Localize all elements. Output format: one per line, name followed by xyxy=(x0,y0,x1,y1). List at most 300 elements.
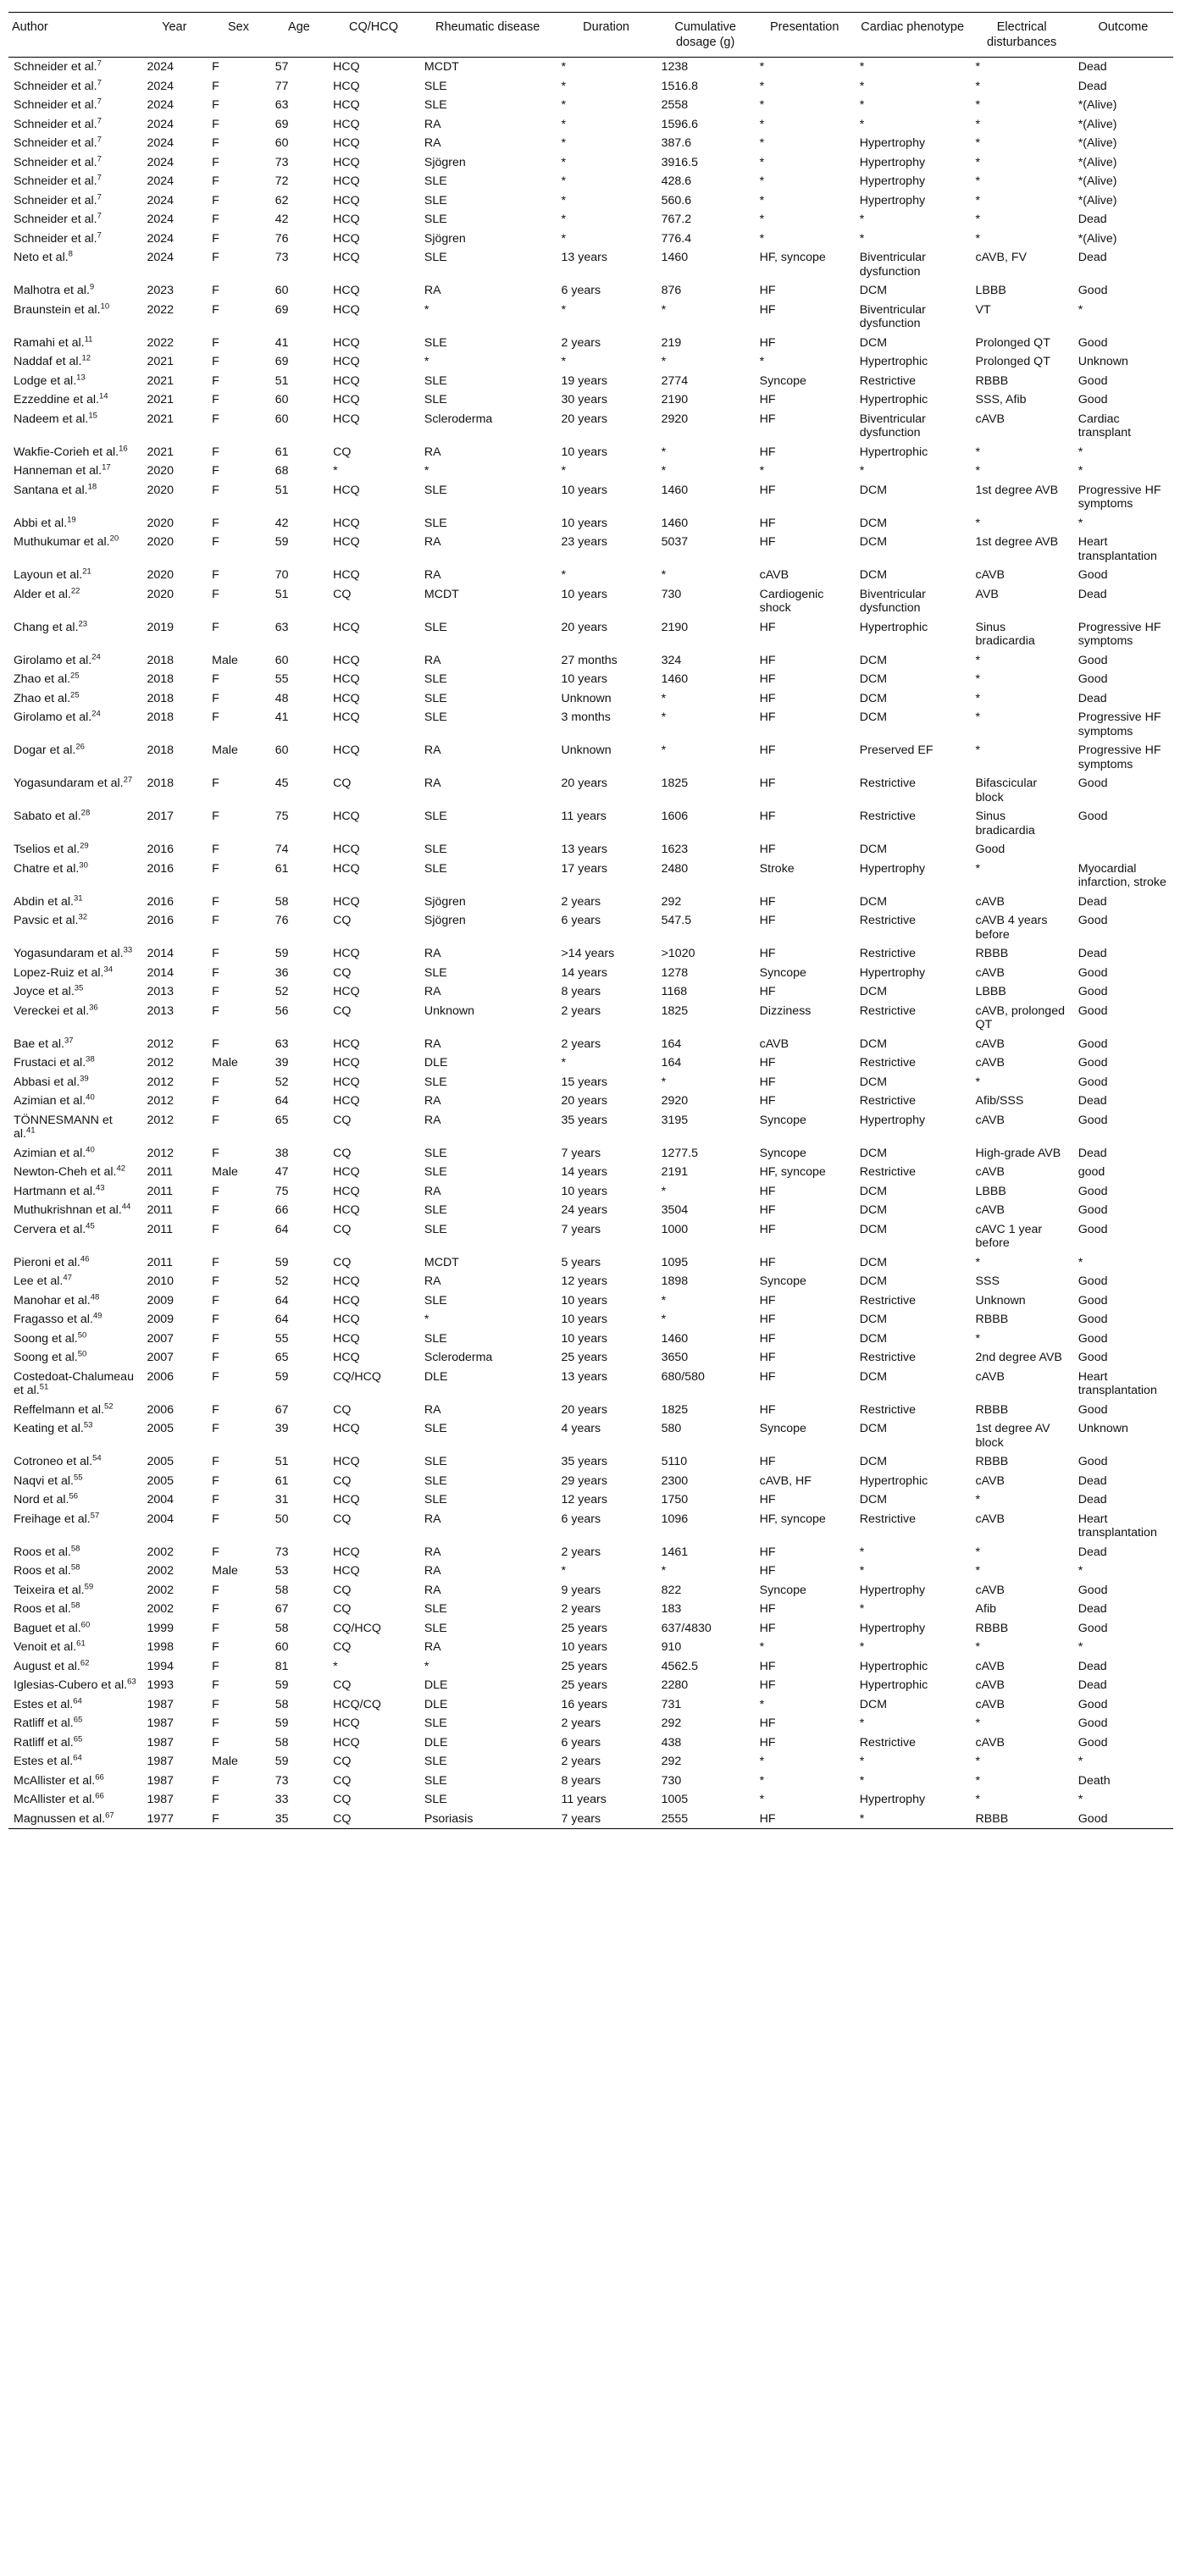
cell-age: 53 xyxy=(274,1564,289,1578)
cell-dose: 876 xyxy=(661,284,682,297)
cell-electrical: AVB xyxy=(975,587,999,601)
cell-drug: CQ xyxy=(333,1473,352,1488)
cell-sex: F xyxy=(212,843,219,856)
cell-duration: 20 years xyxy=(561,1094,607,1108)
author-name: Azimian et al. xyxy=(14,1094,86,1108)
cell-electrical: Bifascicular block xyxy=(975,777,1038,804)
author-name: Girolamo et al. xyxy=(14,710,92,724)
cell-phenotype: DCM xyxy=(859,1697,888,1711)
cell-phenotype: * xyxy=(859,213,865,226)
cell-phenotype: * xyxy=(859,1755,865,1768)
cell-electrical: * xyxy=(975,672,981,686)
cell-age: 76 xyxy=(274,231,289,246)
cell-author xyxy=(8,774,141,807)
cell-dose: * xyxy=(661,355,667,368)
table-row xyxy=(8,229,1173,249)
author-name: Schneider et al. xyxy=(14,98,97,112)
cell-year: 2020 xyxy=(147,587,175,601)
table-row xyxy=(8,352,1173,372)
reference-number: 34 xyxy=(103,964,114,974)
author-name: Ramahi et al. xyxy=(14,335,85,350)
cell-electrical: cAVB xyxy=(975,1036,1005,1051)
cell-author xyxy=(8,1600,141,1619)
cell-drug: HCQ xyxy=(333,483,360,497)
cell-author xyxy=(8,191,141,211)
cell-year: 1987 xyxy=(147,1773,175,1788)
cell-duration: 10 years xyxy=(561,1313,607,1326)
cell-outcome: Heart transplantation xyxy=(1078,1369,1157,1397)
cell-drug: HCQ xyxy=(333,60,360,74)
cell-presentation: HF xyxy=(759,894,776,909)
cell-age: 59 xyxy=(274,1369,289,1384)
cell-disease: SLE xyxy=(424,1773,447,1788)
cell-presentation: HF xyxy=(759,516,776,530)
cell-sex: F xyxy=(212,1274,219,1288)
cell-presentation: HF xyxy=(755,1810,855,1829)
cell-presentation: HF xyxy=(759,284,776,297)
reference-number: 54 xyxy=(92,1453,102,1463)
cell-dose: 5110 xyxy=(661,1455,688,1468)
reference-number: 12 xyxy=(81,353,91,363)
cell-year: 2016 xyxy=(147,861,175,876)
cell-dose: 2558 xyxy=(661,98,689,112)
cell-year: 2022 xyxy=(147,302,175,317)
cell-duration: * xyxy=(561,117,567,131)
cell-age: 63 xyxy=(274,1036,289,1051)
cell-disease: Scleroderma xyxy=(424,412,493,426)
cell-sex: F xyxy=(212,1036,219,1051)
cell-phenotype: Restrictive xyxy=(859,1402,917,1417)
cell-age: 60 xyxy=(274,653,289,667)
cell-drug: HCQ xyxy=(333,335,360,350)
cell-duration: * xyxy=(561,568,567,582)
cell-disease: SLE xyxy=(424,1293,447,1307)
cell-electrical: * xyxy=(975,445,981,459)
cell-disease: DLE xyxy=(424,1735,448,1750)
cell-drug: CQ xyxy=(333,1255,352,1269)
cell-outcome: Good xyxy=(1078,1113,1108,1127)
cell-electrical: cAVB xyxy=(975,1056,1005,1070)
cell-author xyxy=(8,1163,141,1182)
author-name: Santana et al. xyxy=(14,483,88,497)
cell-duration: 20 years xyxy=(561,620,607,634)
reference-number: 7 xyxy=(97,135,102,145)
cell-electrical: cAVB xyxy=(975,1113,1005,1127)
cell-duration: 20 years xyxy=(561,777,607,790)
cell-year: 2002 xyxy=(147,1583,175,1597)
reference-number: 32 xyxy=(78,912,88,922)
author-name: Chatre et al. xyxy=(14,861,80,876)
cell-drug: HCQ xyxy=(333,1493,360,1506)
cell-author xyxy=(8,982,141,1002)
table-row xyxy=(8,1733,1173,1753)
cell-year: 2024 xyxy=(147,79,175,93)
cell-author xyxy=(8,911,141,944)
cell-outcome: Dead xyxy=(1078,79,1107,93)
cell-dose: 1825 xyxy=(661,777,689,790)
cell-presentation: HF xyxy=(759,393,776,406)
cell-outcome: Good xyxy=(1078,965,1108,980)
cell-outcome: *(Alive) xyxy=(1078,155,1117,169)
reference-number: 7 xyxy=(97,229,102,240)
table-row xyxy=(8,964,1173,983)
cell-sex: F xyxy=(212,535,219,549)
cell-disease: SLE xyxy=(424,1331,447,1346)
cell-presentation: HF xyxy=(759,1455,776,1468)
reference-number: 24 xyxy=(91,709,101,719)
cell-disease: RA xyxy=(424,1113,441,1127)
cell-presentation: HF xyxy=(759,672,776,686)
table-row xyxy=(8,1053,1173,1073)
cell-age: 60 xyxy=(274,393,289,406)
author-name: Reffelmann et al. xyxy=(14,1402,104,1417)
cell-drug: CQ/HCQ xyxy=(333,1621,381,1635)
table-row xyxy=(8,248,1173,281)
cell-sex: F xyxy=(212,355,219,368)
cell-disease: Psoriasis xyxy=(419,1810,557,1829)
cell-dose: 910 xyxy=(661,1640,682,1654)
reference-number: 58 xyxy=(70,1562,80,1573)
cell-outcome: Good xyxy=(1078,1331,1108,1346)
table-row xyxy=(8,1253,1173,1273)
cell-drug: HCQ xyxy=(333,810,360,823)
cell-outcome: Dead xyxy=(1078,1602,1107,1616)
cell-sex: Male xyxy=(212,1056,238,1070)
author-name: Ezzeddine et al. xyxy=(14,393,99,406)
cell-outcome: Good xyxy=(1078,1716,1108,1730)
cell-electrical: cAVB, prolonged QT xyxy=(975,1003,1065,1031)
cell-duration: * xyxy=(561,231,567,246)
cell-author xyxy=(8,1201,141,1220)
cell-author xyxy=(8,58,141,77)
author-name: Zhao et al. xyxy=(14,691,71,705)
cell-outcome: Good xyxy=(1078,373,1108,388)
cell-disease: SLE xyxy=(424,193,447,207)
cell-phenotype: Hypertrophic xyxy=(859,355,928,368)
cell-drug: HCQ xyxy=(333,373,360,388)
cell-duration: 3 months xyxy=(561,710,611,724)
cell-duration: 25 years xyxy=(561,1621,607,1635)
cell-sex: F xyxy=(212,1422,219,1435)
reference-number: 65 xyxy=(73,1715,83,1725)
cell-dose: 637/4830 xyxy=(661,1621,712,1635)
cell-year: 2018 xyxy=(147,691,175,705)
cell-author xyxy=(8,1002,141,1035)
cell-disease: RA xyxy=(424,1274,441,1288)
cell-sex: F xyxy=(212,1351,219,1364)
cell-drug: HCQ xyxy=(333,1165,360,1179)
cell-age: 63 xyxy=(274,620,289,634)
cell-age: 76 xyxy=(274,914,289,927)
cell-duration: * xyxy=(561,193,567,207)
cell-outcome: Dead xyxy=(1078,60,1107,74)
cell-age: 60 xyxy=(274,284,289,297)
table-row xyxy=(8,1329,1173,1349)
cell-author xyxy=(8,1772,141,1791)
table-row xyxy=(8,1695,1173,1715)
cell-drug: CQ xyxy=(333,1402,352,1417)
cell-disease: * xyxy=(424,1659,429,1673)
cell-outcome: Good xyxy=(1078,653,1108,667)
cell-sex: F xyxy=(212,1203,219,1217)
cell-duration: 11 years xyxy=(561,810,607,823)
reference-number: 26 xyxy=(75,742,85,752)
cell-year: 2011 xyxy=(147,1165,173,1179)
cell-duration: 10 years xyxy=(561,516,607,530)
table-row xyxy=(8,1419,1173,1452)
reference-number: 35 xyxy=(74,983,84,993)
cell-electrical: LBBB xyxy=(975,1184,1006,1198)
author-name: Bae et al. xyxy=(14,1036,64,1051)
table-row xyxy=(8,566,1173,585)
cell-dose: 2300 xyxy=(661,1473,689,1488)
cell-presentation: HF xyxy=(759,710,776,724)
author-name: Roos et al. xyxy=(14,1564,71,1578)
cell-dose: 1277.5 xyxy=(661,1146,699,1160)
cell-age: 67 xyxy=(274,1602,289,1616)
author-name: Malhotra et al. xyxy=(14,284,90,297)
header-presentation: Presentation xyxy=(755,13,855,58)
cell-disease: RA xyxy=(424,284,441,297)
cell-disease: Sjögren xyxy=(424,155,466,169)
cell-outcome: Progressive HF symptoms xyxy=(1078,483,1161,511)
cell-phenotype: DCM xyxy=(859,1222,888,1236)
author-name: Azimian et al. xyxy=(14,1146,86,1160)
cell-disease: RA xyxy=(424,1036,441,1051)
cell-drug: HCQ xyxy=(333,117,360,131)
cell-duration: 19 years xyxy=(561,373,607,388)
cell-phenotype: * xyxy=(859,60,865,74)
cell-duration: 29 years xyxy=(561,1473,607,1488)
cell-year: 2024 xyxy=(147,60,175,74)
cell-phenotype: DCM xyxy=(859,672,888,686)
cell-year: 2020 xyxy=(147,483,175,497)
header-author: Author xyxy=(8,13,141,58)
reference-number: 51 xyxy=(39,1382,49,1392)
cell-phenotype: Hypertrophy xyxy=(859,136,926,150)
cell-dose: 680/580 xyxy=(661,1369,705,1384)
cell-presentation: HF xyxy=(759,1735,776,1750)
cell-age: 81 xyxy=(274,1659,289,1673)
cell-electrical: cAVB 4 years before xyxy=(975,914,1048,942)
table-row xyxy=(8,77,1173,97)
cell-sex: F xyxy=(212,284,219,297)
cell-phenotype: DCM xyxy=(859,516,888,530)
cell-dose: 3650 xyxy=(661,1351,689,1364)
cell-year: 2020 xyxy=(147,568,175,582)
cell-age: 41 xyxy=(274,335,289,350)
cell-outcome: Good xyxy=(1078,672,1108,686)
cell-duration: * xyxy=(561,1564,567,1578)
cell-electrical: * xyxy=(975,213,981,226)
cell-outcome: *(Alive) xyxy=(1078,98,1117,112)
cell-age: 67 xyxy=(274,1402,289,1417)
cell-electrical: * xyxy=(975,1075,981,1089)
cell-phenotype: * xyxy=(859,1564,865,1578)
reference-number: 50 xyxy=(77,1329,87,1340)
cell-age: 42 xyxy=(274,516,289,530)
cell-presentation: * xyxy=(759,117,765,131)
reference-number: 25 xyxy=(70,671,80,681)
cell-phenotype: Hypertrophic xyxy=(859,1659,928,1673)
cell-presentation: HF xyxy=(759,1545,776,1559)
cell-sex: F xyxy=(212,1545,219,1559)
cell-outcome xyxy=(1073,840,1173,860)
author-name: Frustaci et al. xyxy=(14,1056,86,1070)
cell-drug: HCQ xyxy=(333,568,360,582)
cell-dose: 1238 xyxy=(661,60,689,74)
cell-electrical: * xyxy=(975,516,981,530)
table-row xyxy=(8,585,1173,618)
cell-author xyxy=(8,618,141,651)
cell-electrical: cAVB xyxy=(975,568,1005,582)
cell-age: 65 xyxy=(274,1351,289,1364)
cell-electrical: * xyxy=(975,1640,981,1654)
author-name: Nadeem et al. xyxy=(14,412,89,426)
cell-outcome: Progressive HF symptoms xyxy=(1078,710,1161,738)
cell-phenotype: DCM xyxy=(859,335,888,350)
cell-age: 61 xyxy=(274,1473,289,1488)
cell-outcome: Good xyxy=(1078,1293,1108,1307)
table-row xyxy=(8,1619,1173,1639)
table-row xyxy=(8,533,1173,566)
cell-drug: HCQ xyxy=(333,1075,360,1089)
author-name: Girolamo et al. xyxy=(14,653,92,667)
table-row xyxy=(8,1348,1173,1368)
cell-duration: 8 years xyxy=(561,985,601,998)
reference-number: 19 xyxy=(67,514,76,524)
cell-sex: F xyxy=(212,691,219,705)
cell-outcome: * xyxy=(1078,302,1083,317)
cell-dose: 776.4 xyxy=(661,231,692,246)
cell-disease: DLE xyxy=(424,1697,448,1711)
header-age: Age xyxy=(270,13,328,58)
header-outcome: Outcome xyxy=(1073,13,1173,58)
cell-duration: 13 years xyxy=(561,251,607,264)
cell-disease: RA xyxy=(424,535,441,549)
cell-disease: SLE xyxy=(424,1222,447,1236)
cell-electrical: cAVB xyxy=(975,412,1005,426)
cell-author xyxy=(8,1752,141,1772)
author-name: Naqvi et al. xyxy=(14,1473,74,1488)
reference-number: 38 xyxy=(86,1054,95,1064)
cell-phenotype: Hypertrophy xyxy=(859,1113,926,1127)
author-name: Joyce et al. xyxy=(14,985,75,998)
author-name: Freihage et al. xyxy=(14,1512,91,1526)
cell-duration: 35 years xyxy=(561,1113,607,1127)
cell-dose: 1825 xyxy=(661,1003,689,1018)
cell-age: 64 xyxy=(274,1222,289,1236)
table-row xyxy=(8,618,1173,651)
author-name: Layoun et al. xyxy=(14,568,83,582)
cell-outcome: Dead xyxy=(1078,251,1107,264)
cell-outcome: Myocardial infarction, stroke xyxy=(1078,861,1166,889)
author-name: Fragasso et al. xyxy=(14,1313,93,1326)
cell-sex: F xyxy=(212,1184,219,1198)
cell-year: 2021 xyxy=(147,445,175,459)
author-name: Schneider et al. xyxy=(14,136,97,150)
cell-sex: F xyxy=(212,861,219,876)
cell-outcome: Good xyxy=(1078,1697,1108,1711)
cell-electrical: Sinus bradicardia xyxy=(975,810,1035,837)
cell-presentation: Dizziness xyxy=(759,1003,812,1018)
header-year: Year xyxy=(141,13,207,58)
cell-duration: 25 years xyxy=(561,1678,607,1692)
cell-presentation: * xyxy=(759,1793,765,1806)
cell-author xyxy=(8,1562,141,1581)
cell-drug: CQ xyxy=(333,1773,352,1788)
cell-phenotype: Restrictive xyxy=(859,1056,917,1070)
cell-dose: 1596.6 xyxy=(661,117,699,131)
cell-duration: 20 years xyxy=(561,1402,607,1417)
author-name: Roos et al. xyxy=(14,1545,71,1559)
cell-sex: F xyxy=(212,373,219,388)
table-row xyxy=(8,1092,1173,1111)
author-name: Ratliff et al. xyxy=(14,1735,74,1750)
cell-year: 2010 xyxy=(147,1274,175,1288)
cell-year: 1987 xyxy=(147,1793,175,1806)
cell-author xyxy=(8,134,141,153)
table-row xyxy=(8,741,1173,774)
author-name: Venoit et al. xyxy=(14,1640,77,1654)
cell-dose: 1096 xyxy=(661,1512,689,1526)
cell-sex: F xyxy=(212,1602,219,1616)
cell-dose: * xyxy=(661,445,667,459)
table-row xyxy=(8,462,1173,481)
cell-year: 2011 xyxy=(147,1203,173,1217)
cell-year: 2018 xyxy=(147,672,175,686)
cell-disease: SLE xyxy=(424,79,447,93)
cell-outcome: Cardiac transplant xyxy=(1078,412,1132,439)
cell-author xyxy=(8,860,141,893)
reference-number: 16 xyxy=(119,443,128,453)
cell-author xyxy=(8,1220,141,1253)
cell-author xyxy=(8,1472,141,1491)
reference-number: 30 xyxy=(79,860,88,870)
cell-dose: 2190 xyxy=(661,620,689,634)
cell-sex: F xyxy=(212,1659,219,1673)
cell-author xyxy=(8,210,141,229)
cell-presentation: * xyxy=(759,1640,765,1654)
reference-number: 7 xyxy=(97,153,102,163)
cell-sex: F xyxy=(212,1075,219,1089)
table-row xyxy=(8,807,1173,840)
cell-year: 2024 xyxy=(147,213,175,226)
cell-presentation: * xyxy=(759,213,765,226)
cell-year: 2009 xyxy=(147,1313,175,1326)
cell-phenotype: DCM xyxy=(859,568,888,582)
table-row xyxy=(8,911,1173,944)
cell-author xyxy=(8,248,141,281)
cell-electrical: * xyxy=(975,691,981,705)
cell-year: 2019 xyxy=(147,620,175,634)
cell-phenotype: DCM xyxy=(859,483,888,497)
cell-drug: HCQ xyxy=(333,231,360,246)
cell-electrical: VT xyxy=(975,302,991,317)
cell-electrical: cAVB xyxy=(975,1659,1005,1673)
cell-year: 2012 xyxy=(147,1094,175,1108)
cell-disease: SLE xyxy=(424,393,447,406)
cell-duration: 2 years xyxy=(561,894,601,909)
author-name: Cervera et al. xyxy=(14,1222,86,1236)
cell-duration: 2 years xyxy=(561,335,601,350)
reference-number: 64 xyxy=(73,1753,82,1763)
cell-author xyxy=(8,1310,141,1329)
cell-sex: F xyxy=(212,251,219,264)
reference-number: 39 xyxy=(80,1073,89,1083)
reference-number: 47 xyxy=(63,1273,72,1283)
author-name: Schneider et al. xyxy=(14,117,97,131)
